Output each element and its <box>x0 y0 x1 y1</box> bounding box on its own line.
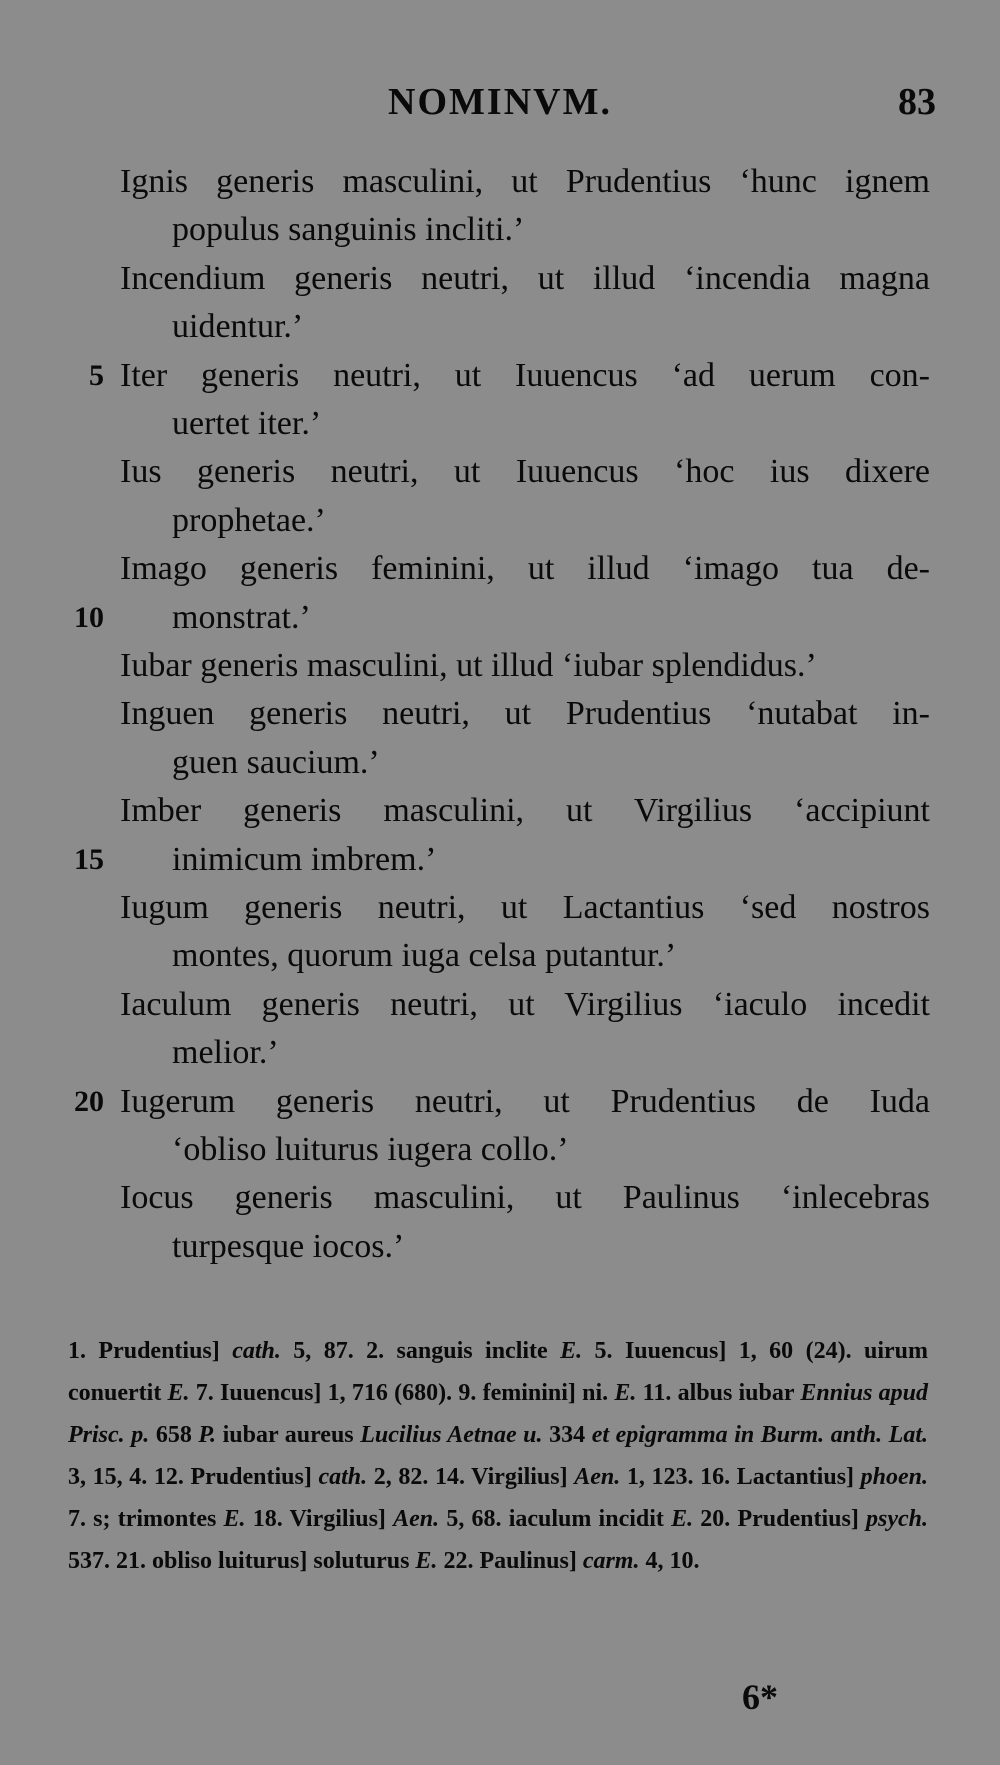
entry-line: Incendium generis neutri, ut illud ‘incendia magna <box>120 259 930 297</box>
text-line <box>0 448 1000 496</box>
note-text: 2, 82. 14. Virgilius] <box>367 1464 575 1490</box>
note-text: 334 <box>542 1422 592 1448</box>
note-text: iubar aureus <box>216 1422 361 1448</box>
entry-continuation: uertet iter.’ <box>172 405 322 442</box>
note-text: 4, 10. <box>639 1548 700 1574</box>
entry-line: Iugerum generis neutri, ut Prudentius de Iuda <box>120 1082 930 1120</box>
apparatus-notes <box>68 1330 928 1582</box>
entry-line: Inguen generis neutri, ut Prudentius ‘nutabat in- <box>120 695 930 733</box>
entry-continuation: turpesque iocos.’ <box>172 1227 405 1265</box>
entry-line: Iugum generis neutri, ut Lactantius ‘sed nostros <box>120 889 930 926</box>
entry-continuation: uidentur.’ <box>172 308 304 346</box>
note-reference-italic: Aen. <box>393 1506 440 1532</box>
line-number: 20 <box>74 1084 104 1118</box>
entry-continuation: monstrat.’ <box>172 598 311 636</box>
text-line <box>0 1223 1000 1271</box>
note-reference-italic: psych. <box>866 1506 929 1532</box>
entry-line: Ignis generis masculini, ut Prudentius ‘hunc ignem <box>120 163 930 200</box>
note-text: 3, 15, 4. 12. Prudentius] <box>68 1464 319 1490</box>
text-line <box>0 1174 1000 1222</box>
entry-continuation: prophetae.’ <box>172 501 326 539</box>
note-text: 537. 21. obliso luiturus] soluturus <box>68 1548 416 1574</box>
entry-continuation: melior.’ <box>172 1034 279 1072</box>
note-reference-italic: E. <box>560 1338 583 1364</box>
note-reference-italic: cath. <box>232 1338 281 1364</box>
text-line <box>0 1029 1000 1077</box>
text-line <box>0 739 1000 787</box>
note-reference-italic: et epigramma in Burm. anth. Lat. <box>591 1422 929 1448</box>
running-head: NOMINVM. <box>388 81 612 123</box>
note-reference-italic: Aen. <box>574 1464 621 1490</box>
note-text: 5, 68. iaculum incidit <box>439 1506 672 1532</box>
note-text: 18. Virgilius] <box>245 1506 394 1532</box>
note-reference-italic: E. <box>671 1506 694 1532</box>
text-line <box>0 642 1000 690</box>
entry-line: Iaculum generis neutri, ut Virgilius ‘iaculo incedit <box>120 985 930 1023</box>
text-line <box>0 1078 1000 1126</box>
note-text: 22. Paulinus] <box>437 1548 583 1574</box>
note-reference-italic: E. <box>167 1380 190 1406</box>
entry-continuation: guen saucium.’ <box>172 743 380 781</box>
text-line <box>0 594 1000 642</box>
line-number: 10 <box>74 600 104 634</box>
note-reference-italic: E. <box>223 1506 246 1532</box>
note-text: 7. s; trimontes <box>68 1506 224 1532</box>
note-reference-italic: E. <box>614 1380 637 1406</box>
note-reference-italic: cath. <box>318 1464 368 1490</box>
note-text: 5. Iuuencus] 1, 60 (24). uirum conuertit <box>68 1338 928 1406</box>
text-line <box>0 303 1000 351</box>
text-line <box>0 787 1000 835</box>
text-line <box>0 158 1000 206</box>
note-reference-italic: phoen. <box>860 1464 928 1490</box>
note-text: 1. Prudentius] <box>68 1338 233 1364</box>
note-text: 11. albus iubar <box>636 1380 801 1406</box>
text-line <box>0 545 1000 593</box>
entry-line: Imago generis feminini, ut illud ‘imago tua de- <box>120 550 930 588</box>
text-line <box>0 206 1000 254</box>
text-line <box>0 352 1000 400</box>
text-line <box>0 497 1000 545</box>
note-reference-italic: Lucilius Aetnae u. <box>360 1422 543 1448</box>
entry-line: Iter generis neutri, ut Iuuencus ‘ad uerum con- <box>120 356 930 394</box>
note-text: 20. Prudentius] <box>693 1506 867 1532</box>
note-text: 7. Iuuencus] 1, 716 (680). 9. feminini] ni. <box>189 1380 615 1406</box>
text-line <box>0 1126 1000 1174</box>
note-reference-italic: carm. <box>582 1548 640 1574</box>
text-line <box>0 400 1000 448</box>
text-line <box>0 255 1000 303</box>
note-text: 658 <box>149 1422 199 1448</box>
entry-line: Imber generis masculini, ut Virgilius ‘accipiunt <box>120 792 930 830</box>
note-reference-italic: Ennius apud Prisc. p. <box>68 1380 928 1448</box>
page-number: 83 <box>898 81 936 123</box>
text-line <box>0 932 1000 980</box>
signature-mark: 6* <box>742 1677 778 1717</box>
entry-continuation: ‘obliso luiturus iugera collo.’ <box>172 1131 569 1168</box>
entry-continuation: inimicum imbrem.’ <box>172 840 437 878</box>
entry-continuation: populus sanguinis incliti.’ <box>172 211 525 249</box>
entry-line: Iubar generis masculini, ut illud ‘iubar splendidus.’ <box>120 647 817 684</box>
note-text: 5, 87. 2. sanguis inclite <box>280 1338 561 1364</box>
entry-line: Ius generis neutri, ut Iuuencus ‘hoc ius dixere <box>120 453 930 491</box>
text-line <box>0 981 1000 1029</box>
note-reference-italic: E. <box>415 1548 438 1574</box>
text-line <box>0 836 1000 884</box>
line-number: 15 <box>74 842 104 876</box>
line-number: 5 <box>89 358 104 392</box>
text-line <box>0 884 1000 932</box>
entry-continuation: montes, quorum iuga celsa putantur.’ <box>172 937 677 975</box>
entry-line: Iocus generis masculini, ut Paulinus ‘inlecebras <box>120 1179 930 1217</box>
note-reference-italic: P. <box>198 1422 216 1448</box>
note-text: 1, 123. 16. Lactantius] <box>620 1464 861 1490</box>
text-line <box>0 690 1000 738</box>
